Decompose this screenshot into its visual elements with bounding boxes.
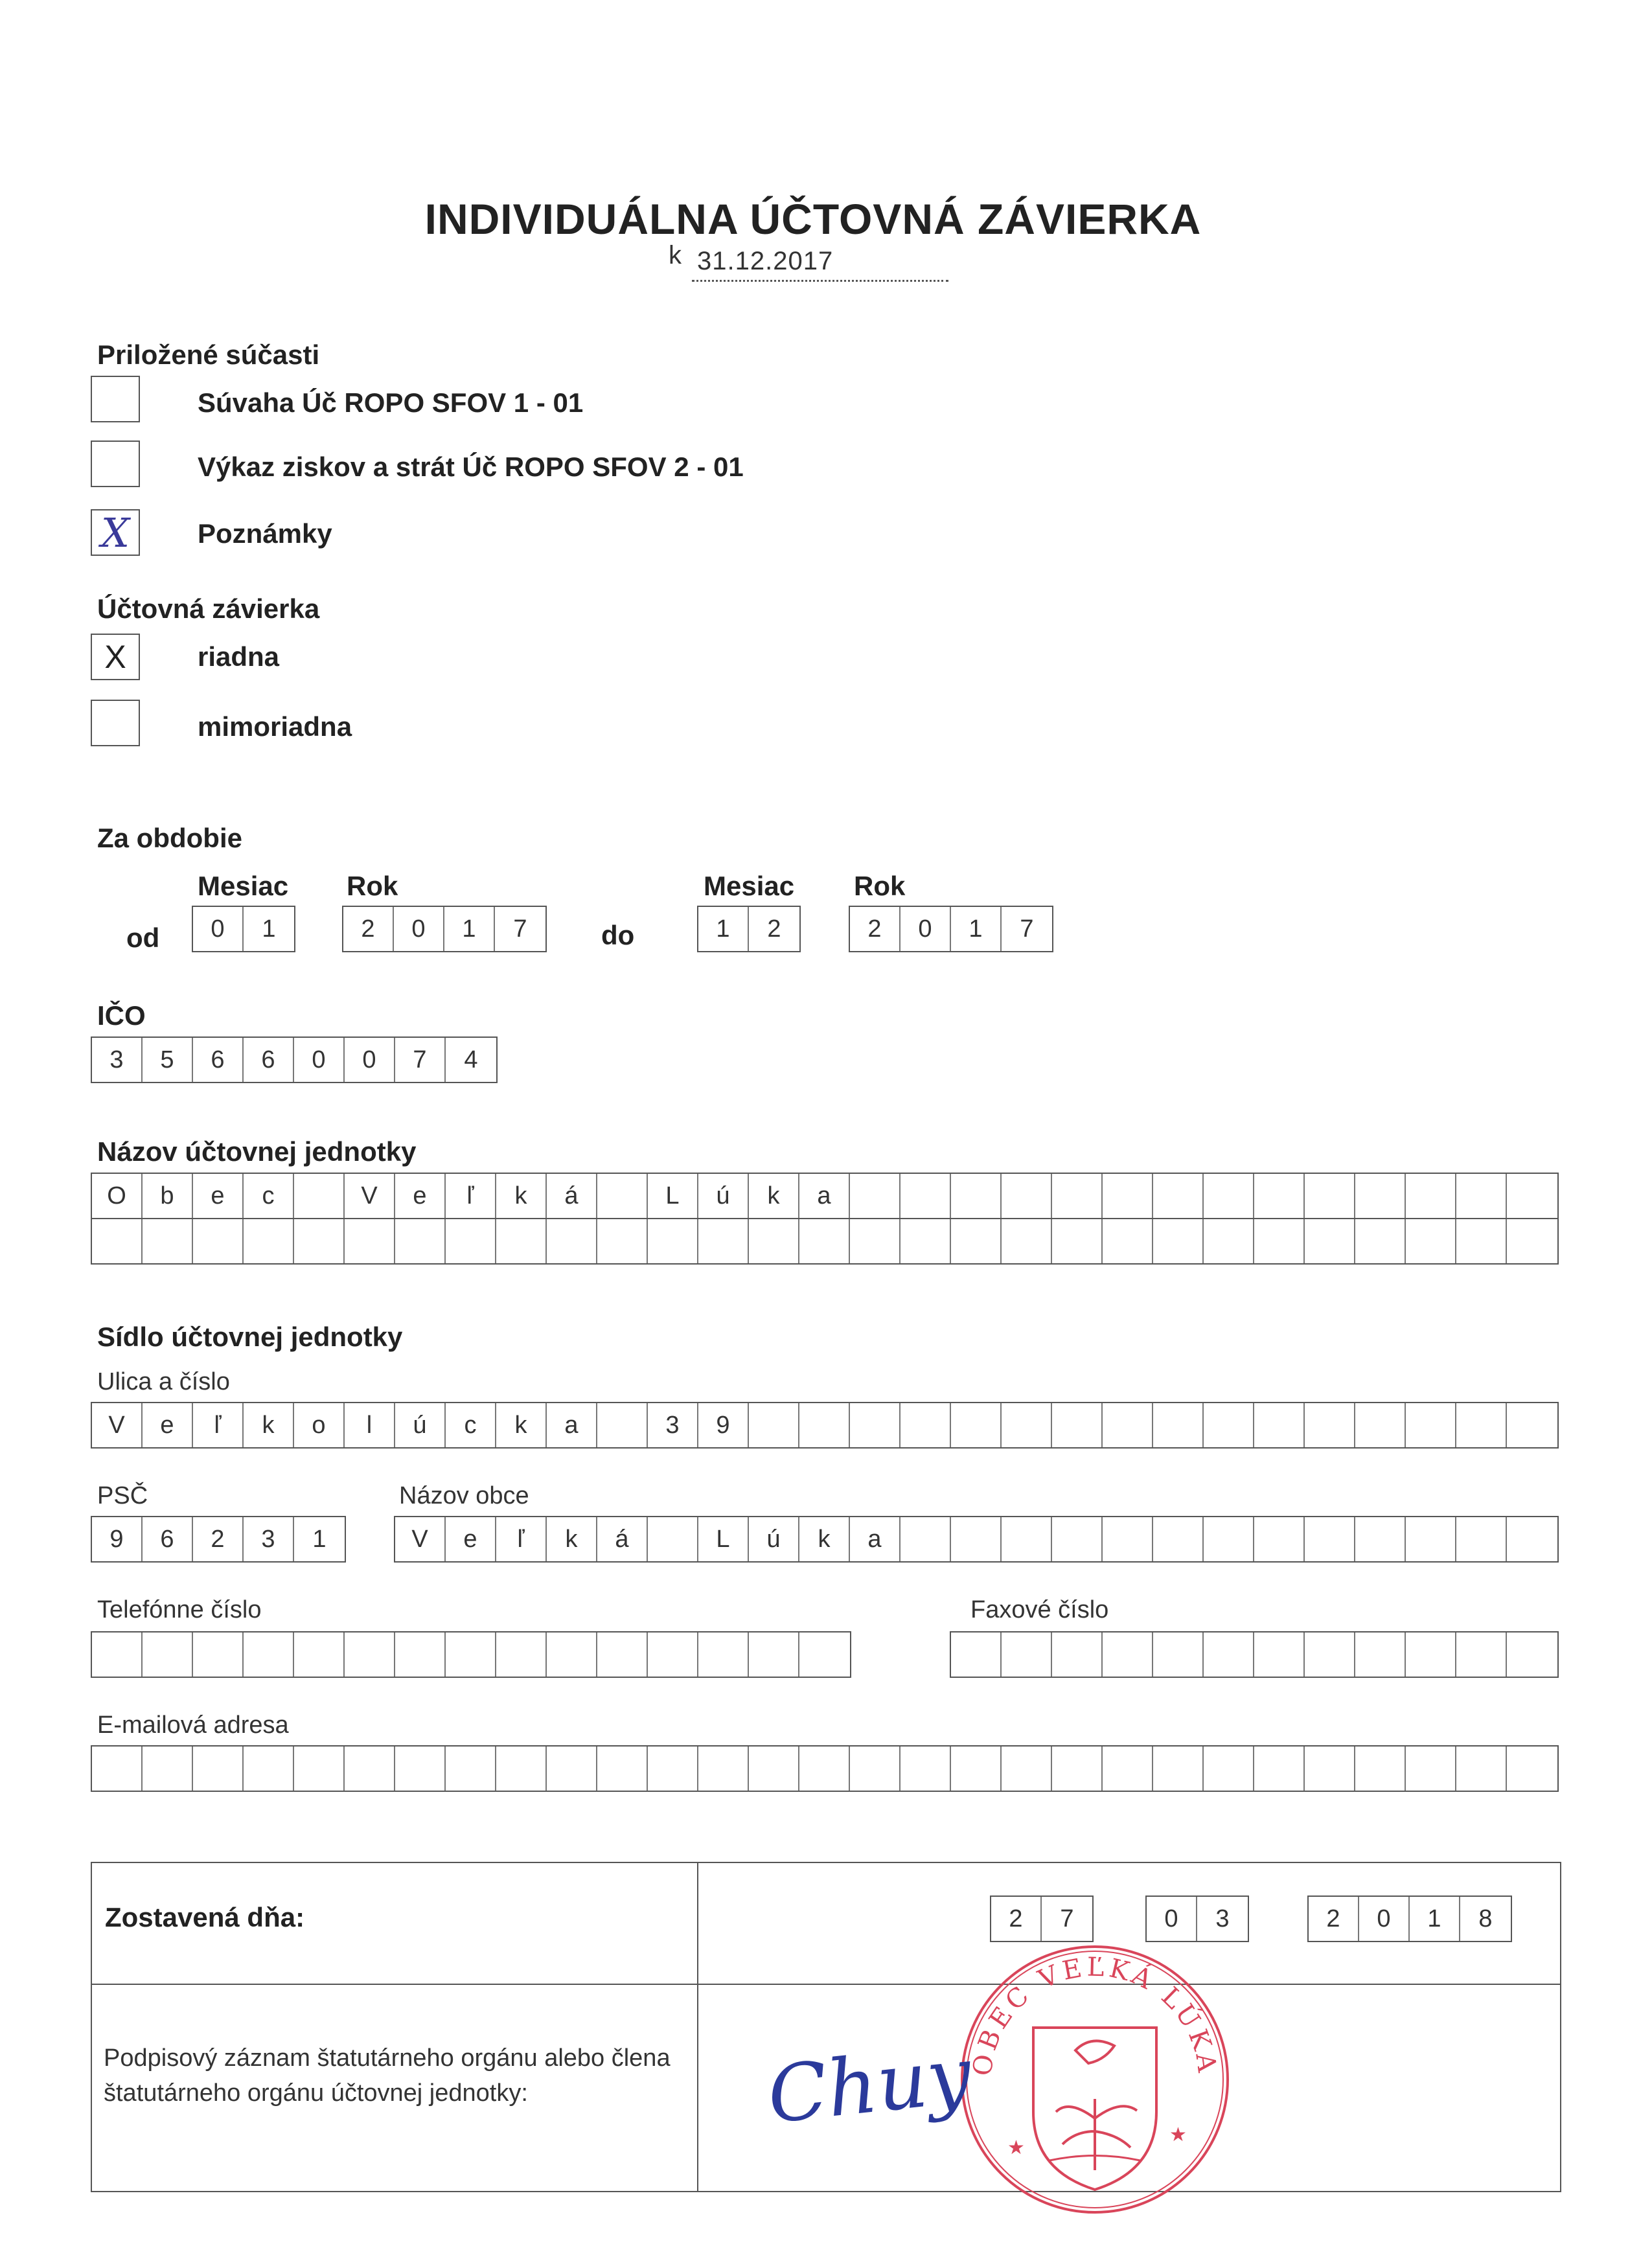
- char-cell: [1153, 1517, 1204, 1561]
- char-cell: k: [496, 1174, 547, 1218]
- char-cell: [1456, 1747, 1507, 1791]
- char-cell: [345, 1747, 395, 1791]
- char-cell: k: [244, 1403, 294, 1447]
- char-cell: a: [850, 1517, 901, 1561]
- char-cell: c: [446, 1403, 496, 1447]
- char-cell: [395, 1632, 446, 1677]
- char-cell: [1305, 1219, 1355, 1263]
- psc-input[interactable]: [91, 1516, 346, 1563]
- char-cell: [951, 1747, 1002, 1791]
- city-label: Názov obce: [399, 1482, 529, 1509]
- char-cell: [850, 1174, 901, 1218]
- char-cell: [446, 1219, 496, 1263]
- char-cell: [951, 1517, 1002, 1561]
- official-stamp: [952, 1937, 1237, 2222]
- char-cell: 5: [143, 1038, 193, 1082]
- char-cell: [1103, 1174, 1153, 1218]
- char-cell: [1406, 1403, 1456, 1447]
- char-cell: [1305, 1403, 1355, 1447]
- char-cell: [597, 1174, 648, 1218]
- fax-label: Faxové číslo: [970, 1596, 1109, 1623]
- char-cell: [193, 1632, 244, 1677]
- char-cell: [294, 1632, 345, 1677]
- char-cell: [1052, 1517, 1103, 1561]
- char-cell: e: [446, 1517, 496, 1561]
- char-cell: [1254, 1632, 1305, 1677]
- fax-input[interactable]: [950, 1631, 1559, 1678]
- char-cell: [749, 1403, 799, 1447]
- char-cell: V: [345, 1174, 395, 1218]
- unit-name-input-row-1[interactable]: [91, 1173, 1559, 1219]
- profit-loss-label: Výkaz ziskov a strát Úč ROPO SFOV 2 - 01: [198, 452, 744, 482]
- char-cell: L: [648, 1174, 698, 1218]
- char-cell: l: [345, 1403, 395, 1447]
- char-cell: [799, 1219, 850, 1263]
- char-cell: a: [799, 1174, 850, 1218]
- char-cell: [1305, 1174, 1355, 1218]
- char-cell: b: [143, 1174, 193, 1218]
- char-cell: [850, 1219, 901, 1263]
- char-cell: [92, 1632, 143, 1677]
- char-cell: [294, 1747, 345, 1791]
- notes-label: Poznámky: [198, 518, 332, 549]
- char-cell: 6: [193, 1038, 244, 1082]
- regular-label: riadna: [198, 641, 280, 672]
- char-cell: [1507, 1747, 1557, 1791]
- char-cell: [648, 1517, 698, 1561]
- char-cell: [597, 1747, 648, 1791]
- balance-sheet-label: Súvaha Úč ROPO SFOV 1 - 01: [198, 387, 584, 418]
- char-cell: [648, 1632, 698, 1677]
- char-cell: L: [698, 1517, 749, 1561]
- char-cell: ľ: [193, 1403, 244, 1447]
- stamp-text: OBEC VEĽKÁ LÚKA: [967, 1952, 1222, 2078]
- unit-name-label: Názov účtovnej jednotky: [97, 1136, 417, 1167]
- char-cell: á: [547, 1174, 597, 1218]
- char-cell: 9: [92, 1517, 143, 1561]
- char-cell: [143, 1219, 193, 1263]
- digit-cell: 2: [343, 907, 394, 951]
- to-year-label: Rok: [854, 871, 906, 901]
- as-of-date-field[interactable]: [692, 246, 948, 282]
- char-cell: [1507, 1517, 1557, 1561]
- char-cell: [1305, 1632, 1355, 1677]
- unit-name-input-row-2[interactable]: [91, 1218, 1559, 1265]
- char-cell: [1355, 1219, 1406, 1263]
- char-cell: [1254, 1174, 1305, 1218]
- stamp-bird-icon: [1075, 2041, 1114, 2063]
- char-cell: 3: [92, 1038, 143, 1082]
- char-cell: [1052, 1403, 1103, 1447]
- char-cell: ú: [749, 1517, 799, 1561]
- extraordinary-label: mimoriadna: [198, 711, 352, 742]
- char-cell: [1406, 1174, 1456, 1218]
- char-cell: [1305, 1747, 1355, 1791]
- char-cell: [244, 1747, 294, 1791]
- char-cell: [294, 1219, 345, 1263]
- char-cell: e: [193, 1174, 244, 1218]
- char-cell: [749, 1747, 799, 1791]
- char-cell: [1507, 1219, 1557, 1263]
- char-cell: [1204, 1174, 1254, 1218]
- compiled-month-input[interactable]: [1145, 1896, 1249, 1942]
- char-cell: [749, 1219, 799, 1263]
- period-heading: Za obdobie: [97, 823, 242, 853]
- char-cell: k: [749, 1174, 799, 1218]
- char-cell: [1507, 1632, 1557, 1677]
- char-cell: [1456, 1403, 1507, 1447]
- char-cell: [92, 1219, 143, 1263]
- char-cell: [799, 1403, 850, 1447]
- from-month-input[interactable]: [192, 906, 295, 952]
- char-cell: [1002, 1403, 1052, 1447]
- char-cell: [1052, 1632, 1103, 1677]
- signature-label: Podpisový záznam štatutárneho orgánu alebo člena štatutárneho orgánu účtovnej jednotky:: [104, 2045, 671, 2107]
- char-cell: [1153, 1219, 1204, 1263]
- digit-cell: 0: [901, 907, 951, 951]
- from-label: od: [126, 922, 160, 953]
- digit-cell: 0: [1147, 1897, 1197, 1941]
- char-cell: [901, 1747, 951, 1791]
- char-cell: [1355, 1517, 1406, 1561]
- char-cell: [1052, 1174, 1103, 1218]
- char-cell: 1: [312, 1525, 327, 1553]
- char-cell: [143, 1747, 193, 1791]
- char-cell: V: [92, 1403, 143, 1447]
- stamp-outer-ring: [962, 1947, 1228, 2212]
- stamp-star-icon: ★: [1007, 2137, 1025, 2159]
- char-cell: ľ: [496, 1517, 547, 1561]
- char-cell: [395, 1219, 446, 1263]
- char-cell: [1305, 1517, 1355, 1561]
- frame-divider-vertical: [697, 1862, 698, 2192]
- street-input[interactable]: [91, 1402, 1559, 1449]
- char-cell: [1406, 1517, 1456, 1561]
- char-cell: [1103, 1403, 1153, 1447]
- statement-type-heading: Účtovná závierka: [97, 593, 320, 624]
- digit-cell: 0: [1359, 1897, 1410, 1941]
- char-cell: 0: [294, 1038, 345, 1082]
- digit-cell: 7: [513, 915, 527, 943]
- char-cell: [345, 1219, 395, 1263]
- char-cell: [1002, 1517, 1052, 1561]
- digit-cell: 8: [1478, 1905, 1493, 1932]
- to-month-label: Mesiac: [704, 871, 795, 901]
- char-cell: [1456, 1219, 1507, 1263]
- to-year-input[interactable]: [849, 906, 1053, 952]
- char-cell: [1204, 1517, 1254, 1561]
- char-cell: [446, 1747, 496, 1791]
- digit-cell: 7: [1020, 915, 1034, 943]
- char-cell: [951, 1174, 1002, 1218]
- char-cell: [1052, 1219, 1103, 1263]
- checkbox-balance-sheet[interactable]: [91, 376, 140, 422]
- char-cell: [547, 1747, 597, 1791]
- char-cell: [951, 1403, 1002, 1447]
- checkbox-regular[interactable]: X: [91, 634, 140, 680]
- char-cell: [1002, 1632, 1052, 1677]
- char-cell: [901, 1174, 951, 1218]
- char-cell: ú: [395, 1403, 446, 1447]
- char-cell: [1254, 1219, 1305, 1263]
- psc-label: PSČ: [97, 1482, 148, 1509]
- char-cell: [1507, 1403, 1557, 1447]
- char-cell: á: [597, 1517, 648, 1561]
- digit-cell: 2: [767, 915, 781, 943]
- char-cell: e: [395, 1174, 446, 1218]
- stamp-star-icon: ★: [1169, 2124, 1187, 2146]
- char-cell: [1254, 1517, 1305, 1561]
- char-cell: [799, 1747, 850, 1791]
- char-cell: [244, 1219, 294, 1263]
- char-cell: [1355, 1174, 1406, 1218]
- char-cell: c: [244, 1174, 294, 1218]
- char-cell: [1204, 1747, 1254, 1791]
- char-cell: 2: [193, 1517, 244, 1561]
- digit-cell: 7: [1060, 1905, 1074, 1932]
- char-cell: [1103, 1632, 1153, 1677]
- char-cell: [244, 1632, 294, 1677]
- email-label: E-mailová adresa: [97, 1712, 289, 1739]
- char-cell: k: [799, 1517, 850, 1561]
- digit-cell: 0: [394, 907, 444, 951]
- char-cell: [1103, 1517, 1153, 1561]
- char-cell: [1456, 1632, 1507, 1677]
- char-cell: [1355, 1632, 1406, 1677]
- char-cell: 3: [244, 1517, 294, 1561]
- char-cell: [1002, 1174, 1052, 1218]
- char-cell: [446, 1632, 496, 1677]
- attached-parts-heading: Priložené súčasti: [97, 339, 320, 370]
- char-cell: [1204, 1219, 1254, 1263]
- digit-cell: 2: [1309, 1897, 1359, 1941]
- checkbox-notes[interactable]: X: [91, 509, 140, 556]
- char-cell: [1406, 1632, 1456, 1677]
- char-cell: 6: [143, 1517, 193, 1561]
- char-cell: [1002, 1219, 1052, 1263]
- char-cell: [1103, 1219, 1153, 1263]
- char-cell: [496, 1632, 547, 1677]
- char-cell: [648, 1747, 698, 1791]
- digit-cell: 1: [262, 915, 276, 943]
- char-cell: [193, 1219, 244, 1263]
- char-cell: [496, 1219, 547, 1263]
- char-cell: [1153, 1632, 1204, 1677]
- char-cell: [597, 1403, 648, 1447]
- from-year-input[interactable]: [342, 906, 547, 952]
- char-cell: [901, 1517, 951, 1561]
- char-cell: [1153, 1403, 1204, 1447]
- char-cell: k: [496, 1403, 547, 1447]
- char-cell: [648, 1219, 698, 1263]
- char-cell: [850, 1747, 901, 1791]
- char-cell: [901, 1403, 951, 1447]
- as-of-date: 31.12.2017: [697, 247, 834, 275]
- as-of-prefix: k: [669, 241, 682, 269]
- digit-cell: 2: [850, 907, 901, 951]
- document-title: INDIVIDUÁLNA ÚČTOVNÁ ZÁVIERKA: [424, 195, 1202, 243]
- digit-cell: 1: [698, 907, 749, 951]
- checkbox-profit-loss[interactable]: [91, 441, 140, 487]
- char-cell: [345, 1632, 395, 1677]
- phone-label: Telefónne číslo: [97, 1596, 262, 1623]
- char-cell: 3: [648, 1403, 698, 1447]
- char-cell: [92, 1747, 143, 1791]
- char-cell: V: [395, 1517, 446, 1561]
- char-cell: [597, 1632, 648, 1677]
- digit-cell: 1: [444, 907, 495, 951]
- char-cell: 0: [345, 1038, 395, 1082]
- char-cell: [951, 1632, 1002, 1677]
- from-month-label: Mesiac: [198, 871, 289, 901]
- char-cell: o: [294, 1403, 345, 1447]
- char-cell: [1355, 1403, 1406, 1447]
- digit-cell: 1: [1410, 1897, 1460, 1941]
- seat-heading: Sídlo účtovnej jednotky: [97, 1322, 403, 1352]
- to-label: do: [601, 920, 635, 950]
- city-input[interactable]: [394, 1516, 1559, 1563]
- char-cell: [1103, 1747, 1153, 1791]
- ico-label: IČO: [97, 1000, 146, 1031]
- char-cell: [901, 1219, 951, 1263]
- char-cell: k: [547, 1517, 597, 1561]
- char-cell: ľ: [446, 1174, 496, 1218]
- checkbox-extraordinary[interactable]: [91, 700, 140, 746]
- char-cell: [496, 1747, 547, 1791]
- char-cell: O: [92, 1174, 143, 1218]
- char-cell: [749, 1632, 799, 1677]
- char-cell: [395, 1747, 446, 1791]
- char-cell: [1507, 1174, 1557, 1218]
- char-cell: [951, 1219, 1002, 1263]
- char-cell: [547, 1632, 597, 1677]
- char-cell: [1052, 1747, 1103, 1791]
- char-cell: [1254, 1747, 1305, 1791]
- char-cell: [597, 1219, 648, 1263]
- digit-cell: 1: [951, 907, 1002, 951]
- char-cell: a: [547, 1403, 597, 1447]
- char-cell: ú: [698, 1174, 749, 1218]
- char-cell: [294, 1174, 345, 1218]
- compiled-label: Zostavená dňa:: [105, 1902, 305, 1932]
- char-cell: [547, 1219, 597, 1263]
- digit-cell: 3: [1215, 1905, 1230, 1932]
- char-cell: [1204, 1403, 1254, 1447]
- char-cell: [850, 1403, 901, 1447]
- char-cell: 7: [395, 1038, 446, 1082]
- char-cell: [1254, 1403, 1305, 1447]
- frame-divider-horizontal: [91, 1984, 1561, 1985]
- char-cell: [1002, 1747, 1052, 1791]
- char-cell: 9: [698, 1403, 749, 1447]
- char-cell: [1456, 1174, 1507, 1218]
- char-cell: [698, 1219, 749, 1263]
- char-cell: [1204, 1632, 1254, 1677]
- char-cell: [698, 1747, 749, 1791]
- handwritten-signature: Chuy: [763, 2030, 976, 2142]
- char-cell: [143, 1632, 193, 1677]
- char-cell: [193, 1747, 244, 1791]
- char-cell: [1406, 1219, 1456, 1263]
- to-month-input[interactable]: [697, 906, 801, 952]
- compiled-year-input[interactable]: [1307, 1896, 1512, 1942]
- char-cell: [1406, 1747, 1456, 1791]
- ico-input[interactable]: [91, 1037, 498, 1083]
- phone-input[interactable]: [91, 1631, 851, 1678]
- char-cell: 4: [464, 1046, 478, 1073]
- street-label: Ulica a číslo: [97, 1368, 230, 1395]
- char-cell: [1355, 1747, 1406, 1791]
- digit-cell: 0: [193, 907, 244, 951]
- char-cell: [698, 1632, 749, 1677]
- stamp-tree-icon: [1056, 2099, 1137, 2170]
- char-cell: 6: [244, 1038, 294, 1082]
- email-input[interactable]: [91, 1745, 1559, 1792]
- char-cell: [1456, 1517, 1507, 1561]
- from-year-label: Rok: [347, 871, 398, 901]
- char-cell: e: [143, 1403, 193, 1447]
- digit-cell: 2: [991, 1897, 1042, 1941]
- char-cell: [799, 1632, 850, 1677]
- char-cell: [1153, 1174, 1204, 1218]
- char-cell: [1153, 1747, 1204, 1791]
- compiled-day-input[interactable]: [990, 1896, 1094, 1942]
